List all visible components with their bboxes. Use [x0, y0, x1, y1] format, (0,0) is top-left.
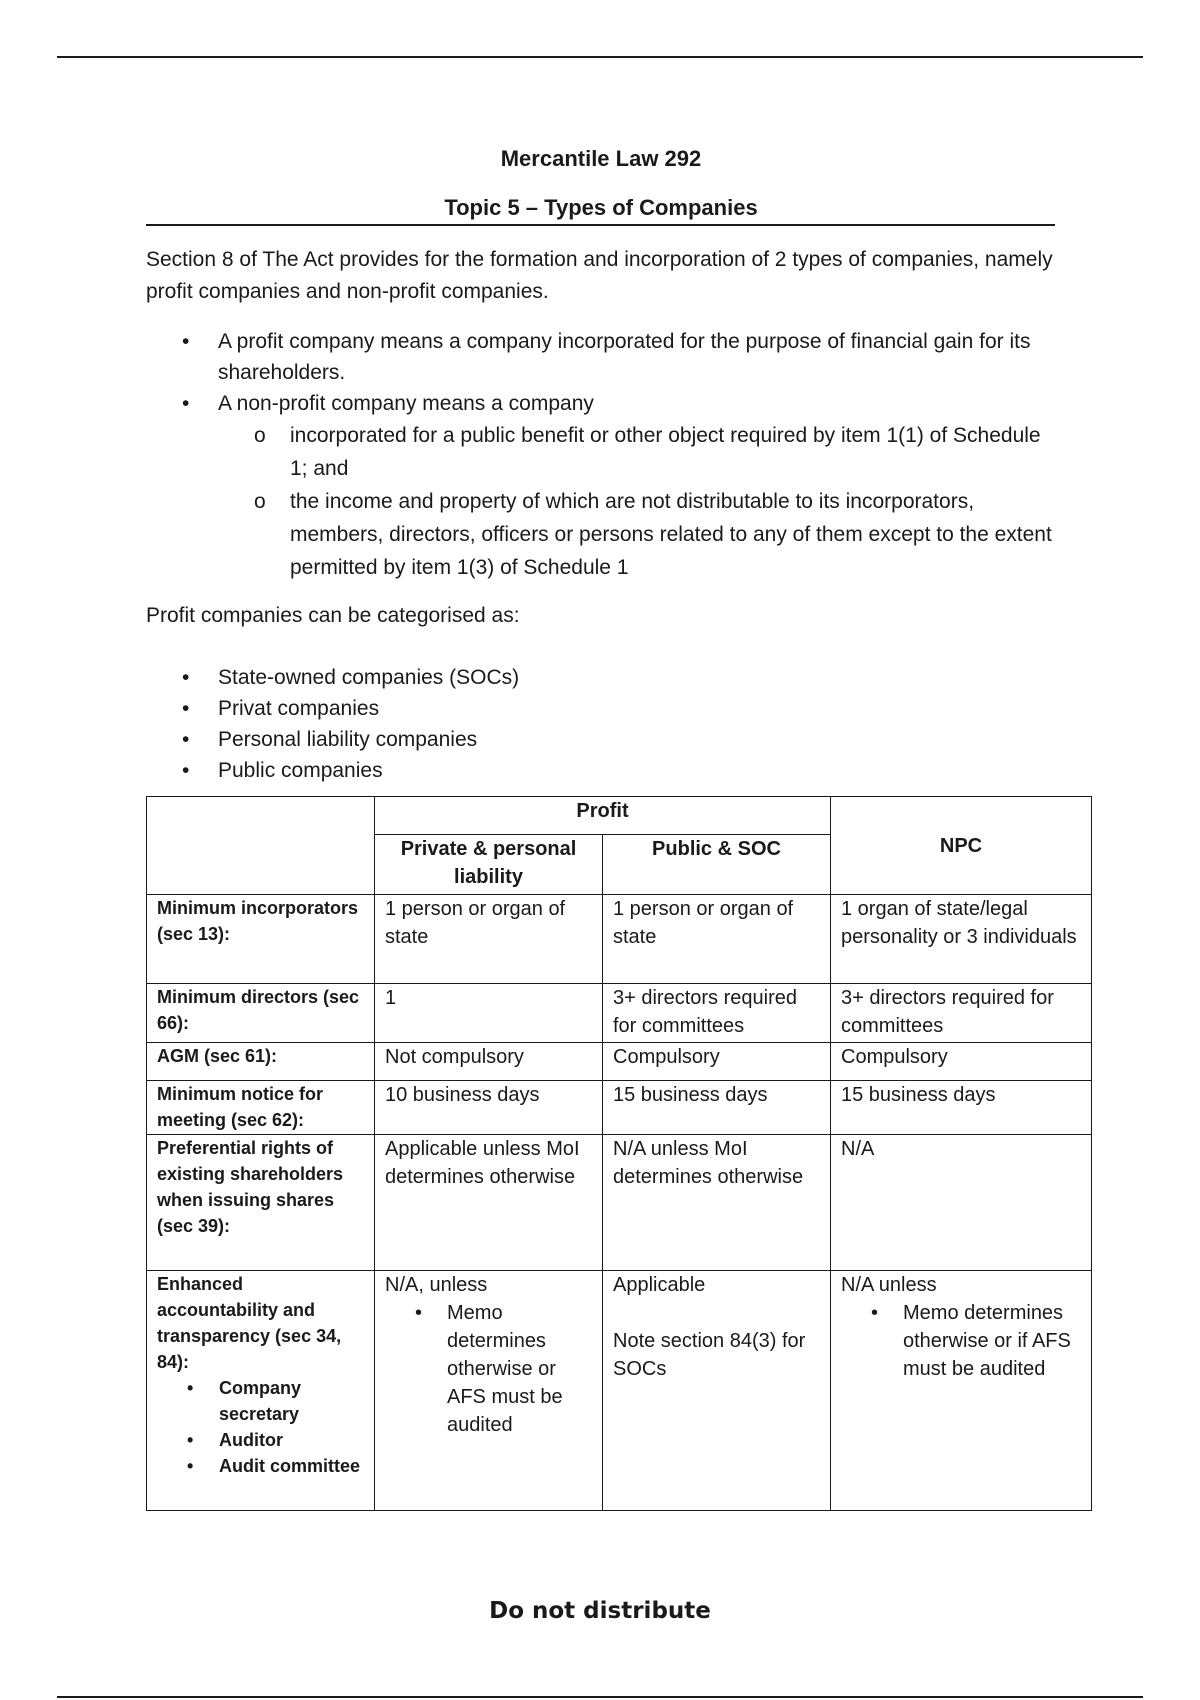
table-cell: [375, 1271, 603, 1511]
list-item-text: Memo determines otherwise or AFS must be audited: [447, 1302, 563, 1436]
npc-header: NPC: [831, 797, 1092, 895]
empty-corner-cell: [147, 797, 375, 895]
table-row: [147, 1043, 1092, 1081]
table-row: [147, 984, 1092, 1043]
non-profit-definition: A non-profit company means a company: [218, 392, 594, 415]
list-item: [146, 693, 1055, 724]
table-cell: 3+ directors required for committees: [831, 984, 1092, 1043]
row-label: [147, 1271, 375, 1511]
sublist-item-text: incorporated for a public benefit or other object required by item 1(1) of Schedule 1; and: [290, 424, 1041, 480]
topic-title: Topic 5 – Types of Companies: [444, 195, 758, 220]
profit-header: Profit: [375, 797, 831, 835]
categories-intro: Profit companies can be categorised as:: [146, 604, 520, 627]
table-header-row: [147, 797, 1092, 835]
bullet-icon: •: [187, 1430, 194, 1450]
row-label: AGM (sec 61):: [147, 1043, 375, 1081]
table-row: [147, 1135, 1092, 1271]
row-label: Preferential rights of existing shareholders when issuing shares (sec 39):: [147, 1135, 375, 1271]
circle-bullet-icon: o: [254, 490, 266, 513]
title-underline: [146, 224, 1055, 226]
table-row: [147, 895, 1092, 984]
list-item-text: Memo determines otherwise or if AFS must be audited: [903, 1302, 1071, 1380]
row-label: Minimum notice for meeting (sec 62):: [147, 1081, 375, 1135]
table-cell: 1 person or organ of state: [603, 895, 831, 984]
cell-list: [385, 1299, 592, 1439]
table-cell: 15 business days: [831, 1081, 1092, 1135]
list-item: [385, 1299, 592, 1439]
cell-intro: N/A, unless: [385, 1274, 488, 1296]
top-rule: [57, 56, 1143, 58]
row-label: Minimum directors (sec 66):: [147, 984, 375, 1043]
list-item: [218, 485, 1055, 584]
table-cell: Not compulsory: [375, 1043, 603, 1081]
comparison-table: [146, 796, 1092, 1511]
cell-list: [841, 1299, 1081, 1383]
definition-list: [146, 326, 1055, 584]
category-text: Privat companies: [218, 697, 380, 720]
category-text: State-owned companies (SOCs): [218, 666, 520, 689]
circle-bullet-icon: o: [254, 424, 266, 447]
bullet-icon: •: [182, 666, 190, 689]
table-cell: [603, 1271, 831, 1511]
list-item: [146, 326, 1055, 388]
list-item: [146, 388, 1055, 584]
table-cell: [831, 1271, 1092, 1511]
table-cell: 1 organ of state/legal personality or 3 individuals: [831, 895, 1092, 984]
categories-list: [146, 662, 1055, 786]
bullet-icon: •: [187, 1378, 194, 1398]
table-cell: Applicable unless MoI determines otherwise: [375, 1135, 603, 1271]
table-cell: 1: [375, 984, 603, 1043]
list-item: [841, 1299, 1081, 1383]
list-item: [146, 755, 1055, 786]
list-item: [146, 662, 1055, 693]
intro-paragraph: Section 8 of The Act provides for the formation and incorporation of 2 types of companies, namely profit companies and non-profit companies.: [146, 248, 1053, 303]
bullet-icon: •: [182, 728, 190, 751]
table-cell: 15 business days: [603, 1081, 831, 1135]
bottom-rule: [57, 1696, 1143, 1698]
list-item: [146, 724, 1055, 755]
public-header: Public & SOC: [603, 835, 831, 895]
non-profit-sublist: [146, 419, 1055, 584]
table-cell: 10 business days: [375, 1081, 603, 1135]
table-row: [147, 1271, 1092, 1511]
cell-line: Applicable: [613, 1274, 706, 1296]
course-title: Mercantile Law 292: [500, 146, 702, 171]
row-label-text: Enhanced accountability and transparency (sec 34, 84):: [157, 1274, 342, 1372]
table-cell: N/A unless MoI determines otherwise: [603, 1135, 831, 1271]
bullet-icon: •: [415, 1302, 423, 1324]
table-cell: N/A: [831, 1135, 1092, 1271]
table-cell: Compulsory: [831, 1043, 1092, 1081]
bullet-icon: •: [182, 697, 190, 720]
cell-line: Note section 84(3) for SOCs: [613, 1330, 806, 1380]
category-text: Public companies: [218, 759, 383, 782]
row-label: Minimum incorporators (sec 13):: [147, 895, 375, 984]
table-cell: 1 person or organ of state: [375, 895, 603, 984]
list-item-text: Audit committee: [219, 1456, 361, 1476]
list-item: [157, 1427, 364, 1453]
bullet-icon: •: [182, 759, 190, 782]
category-text: Personal liability companies: [218, 728, 478, 751]
row-label-list: [157, 1375, 364, 1479]
list-item: [157, 1453, 364, 1479]
sublist-item-text: the income and property of which are not distributable to its incorporators, members, directors, officers or persons related to any of them except to the extent permitted by item 1(3) of Schedule 1: [290, 490, 1052, 579]
list-item: [157, 1375, 364, 1427]
table-cell: 3+ directors required for committees: [603, 984, 831, 1043]
bullet-icon: •: [182, 392, 190, 415]
list-item-text: Auditor: [219, 1430, 283, 1450]
bullet-icon: •: [187, 1456, 194, 1476]
private-header: Private & personal liability: [375, 835, 603, 895]
table-row: [147, 1081, 1092, 1135]
table-cell: Compulsory: [603, 1043, 831, 1081]
cell-gap: [613, 1299, 820, 1327]
list-item-text: Company secretary: [219, 1378, 302, 1424]
bullet-icon: •: [182, 330, 190, 353]
profit-definition: A profit company means a company incorporated for the purpose of financial gain for its shareholders.: [218, 330, 1031, 384]
list-item: [218, 419, 1055, 485]
bullet-icon: •: [871, 1302, 879, 1324]
footer-notice: Do not distribute: [489, 1598, 711, 1624]
cell-intro: N/A unless: [841, 1274, 937, 1296]
